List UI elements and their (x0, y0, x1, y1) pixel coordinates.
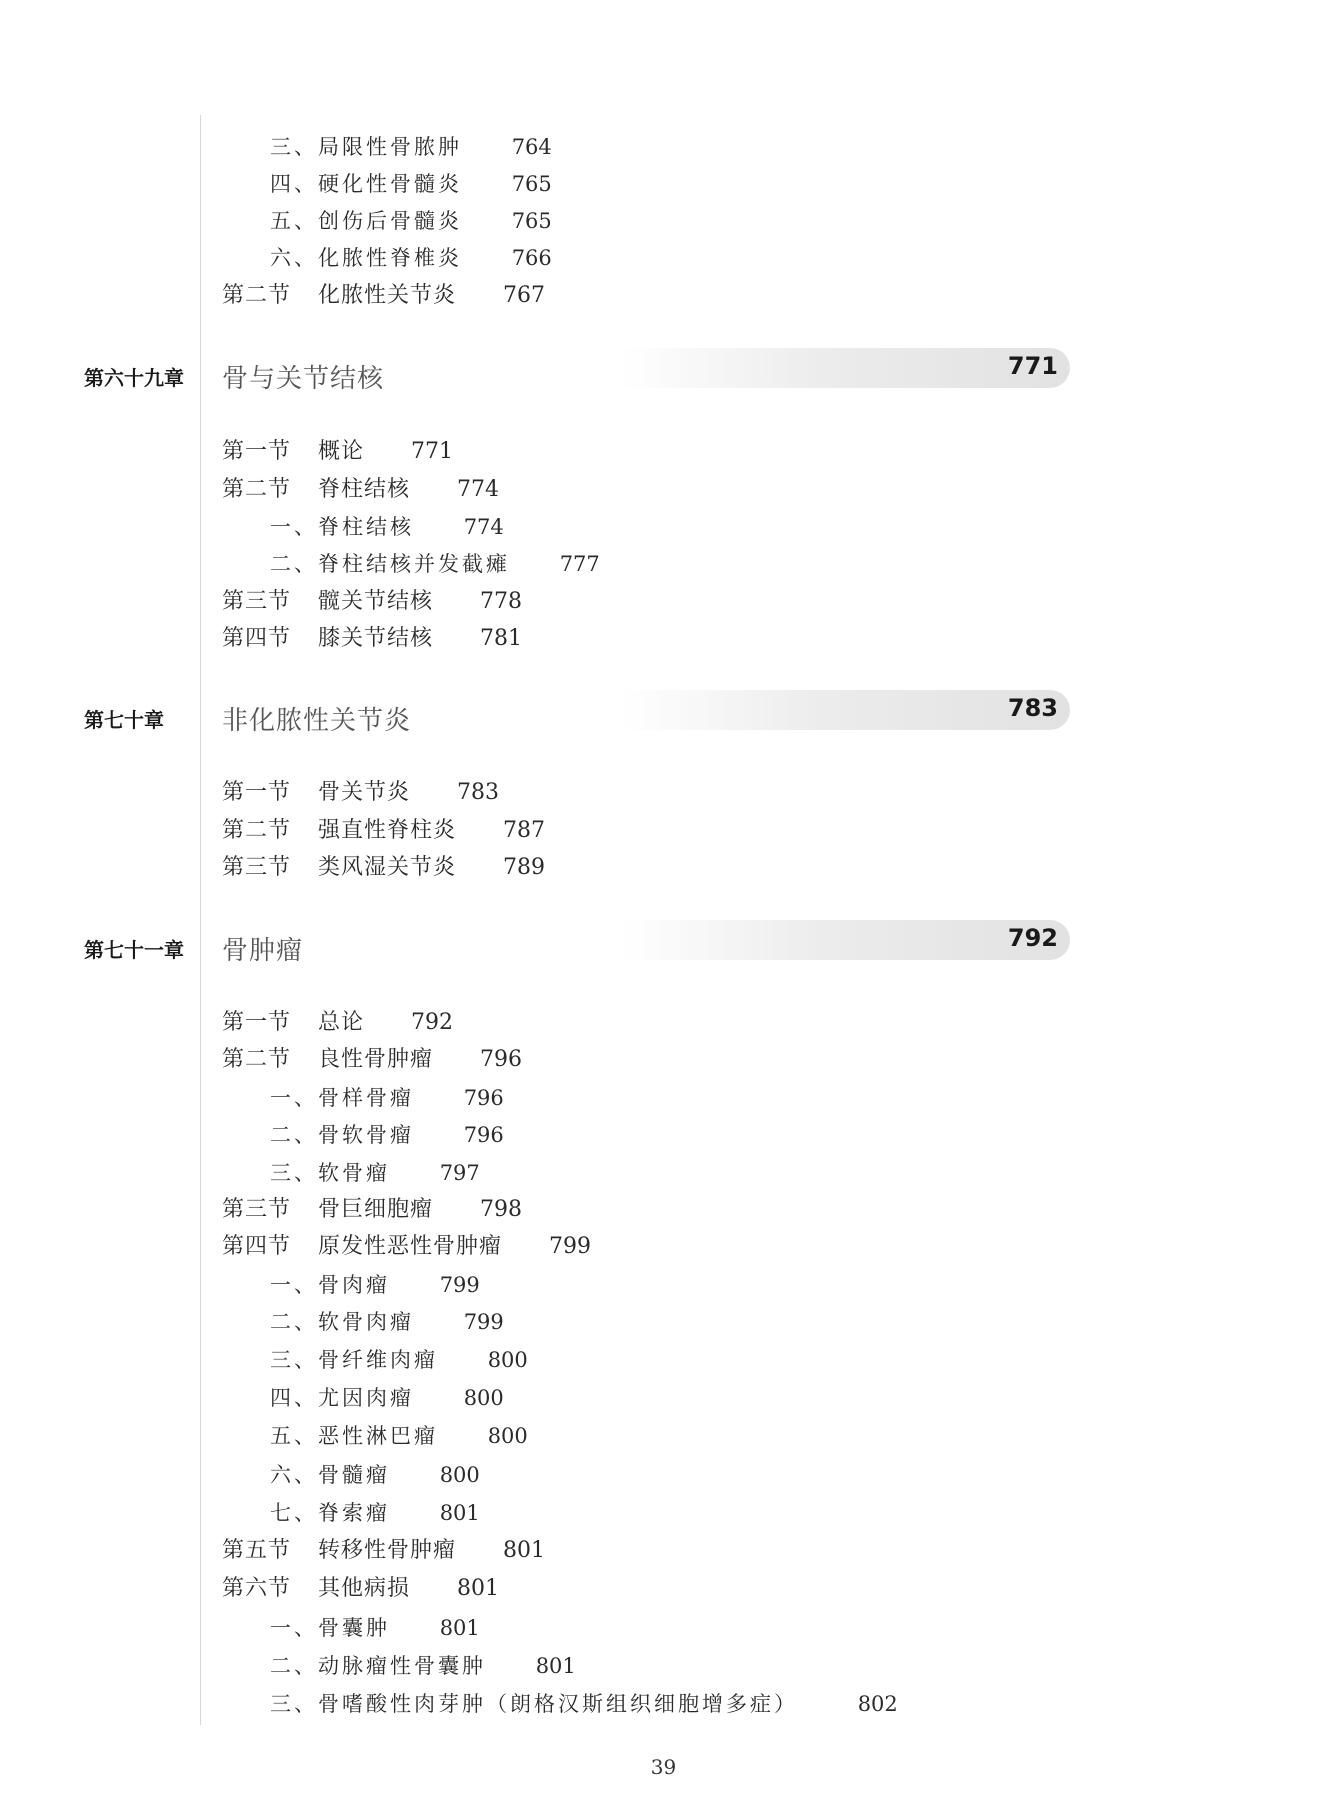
section-page: 792 (411, 1010, 454, 1035)
subentry-title: 三、软骨瘤 (270, 1161, 390, 1185)
chapter-page-bar (620, 920, 1070, 960)
chapter-title: 非化脓性关节炎 (222, 706, 412, 736)
chapter-header[interactable] (0, 690, 1327, 750)
toc-subentry[interactable] (270, 1270, 480, 1300)
toc-subentry[interactable] (270, 1120, 504, 1150)
toc-section[interactable] (222, 816, 545, 846)
section-page: 789 (503, 855, 546, 880)
toc-subentry[interactable] (270, 1083, 504, 1113)
subentry-page: 796 (463, 1123, 504, 1147)
subentry-page: 796 (463, 1086, 504, 1110)
subentry-title: 六、骨髓瘤 (270, 1463, 390, 1487)
chapter-number: 第六十九章 (84, 366, 184, 390)
toc-subentry[interactable] (270, 1460, 480, 1490)
subentry-title: 三、局限性骨脓肿 (270, 135, 462, 159)
toc-subentry[interactable] (270, 1307, 504, 1337)
section-page: 801 (457, 1576, 500, 1601)
section-label: 第二节 (222, 283, 292, 308)
section-label: 第二节 (222, 818, 292, 843)
section-title: 强直性脊柱炎 (318, 818, 457, 843)
section-page: 781 (480, 626, 523, 651)
section-title: 总论 (318, 1010, 365, 1035)
section-label: 第一节 (222, 439, 292, 464)
subentry-title: 四、尤因肉瘤 (270, 1386, 414, 1410)
chapter-page: 771 (1007, 352, 1058, 380)
toc-section[interactable] (222, 853, 545, 883)
section-page: 799 (549, 1234, 592, 1259)
section-page: 783 (457, 780, 500, 805)
subentry-title: 四、硬化性骨髓炎 (270, 172, 462, 196)
section-title: 其他病损 (318, 1576, 411, 1601)
section-label: 第三节 (222, 855, 292, 880)
toc-subentry[interactable] (270, 206, 552, 236)
section-label: 第二节 (222, 477, 292, 502)
toc-subentry[interactable] (270, 512, 504, 542)
subentry-page: 774 (463, 515, 504, 539)
subentry-title: 三、骨嗜酸性肉芽肿（朗格汉斯组织细胞增多症） (270, 1692, 798, 1716)
toc-section[interactable] (222, 1232, 591, 1262)
section-page: 801 (503, 1538, 546, 1563)
subentry-title: 二、骨软骨瘤 (270, 1123, 414, 1147)
subentry-page: 764 (511, 135, 552, 159)
toc-section[interactable] (222, 624, 522, 654)
chapter-page: 792 (1007, 924, 1058, 952)
subentry-page: 801 (439, 1501, 480, 1525)
toc-section[interactable] (222, 1045, 522, 1075)
toc-subentry[interactable] (270, 1498, 480, 1528)
subentry-page: 777 (559, 552, 600, 576)
section-title: 良性骨肿瘤 (318, 1047, 434, 1072)
subentry-page: 765 (511, 172, 552, 196)
chapter-title: 骨与关节结核 (222, 364, 385, 394)
toc-section[interactable] (222, 1574, 499, 1604)
section-title: 转移性骨肿瘤 (318, 1538, 457, 1563)
section-title: 骨巨细胞瘤 (318, 1197, 434, 1222)
subentry-title: 一、骨囊肿 (270, 1616, 390, 1640)
section-page: 767 (503, 283, 546, 308)
toc-subentry[interactable] (270, 169, 552, 199)
section-title: 类风湿关节炎 (318, 855, 457, 880)
section-label: 第四节 (222, 1234, 292, 1259)
subentry-page: 800 (487, 1348, 528, 1372)
subentry-page: 766 (511, 246, 552, 270)
section-title: 概论 (318, 439, 365, 464)
toc-subentry[interactable] (270, 1689, 898, 1719)
section-label: 第一节 (222, 1010, 292, 1035)
chapter-number: 第七十一章 (84, 938, 184, 962)
section-label: 第五节 (222, 1538, 292, 1563)
section-label: 第一节 (222, 780, 292, 805)
section-page: 787 (503, 818, 546, 843)
section-page: 771 (411, 439, 454, 464)
toc-subentry[interactable] (270, 1613, 480, 1643)
toc-section[interactable] (222, 1195, 522, 1225)
chapter-page-bar (620, 690, 1070, 730)
subentry-page: 800 (439, 1463, 480, 1487)
section-label: 第三节 (222, 589, 292, 614)
toc-subentry[interactable] (270, 1421, 528, 1451)
section-label: 第四节 (222, 626, 292, 651)
subentry-title: 二、动脉瘤性骨囊肿 (270, 1654, 486, 1678)
subentry-title: 一、骨肉瘤 (270, 1273, 390, 1297)
section-label: 第六节 (222, 1576, 292, 1601)
toc-section[interactable] (222, 587, 522, 617)
toc-section[interactable] (222, 281, 545, 311)
subentry-title: 六、化脓性脊椎炎 (270, 246, 462, 270)
subentry-title: 五、恶性淋巴瘤 (270, 1424, 438, 1448)
subentry-title: 二、脊柱结核并发截瘫 (270, 552, 510, 576)
subentry-page: 765 (511, 209, 552, 233)
subentry-page: 801 (439, 1616, 480, 1640)
section-title: 膝关节结核 (318, 626, 434, 651)
subentry-title: 一、骨样骨瘤 (270, 1086, 414, 1110)
subentry-title: 七、脊索瘤 (270, 1501, 390, 1525)
toc-subentry[interactable] (270, 549, 600, 579)
toc-section[interactable] (222, 475, 499, 505)
subentry-title: 二、软骨肉瘤 (270, 1310, 414, 1334)
section-label: 第三节 (222, 1197, 292, 1222)
chapter-number: 第七十章 (84, 708, 164, 732)
chapter-header[interactable] (0, 348, 1327, 408)
subentry-page: 799 (463, 1310, 504, 1334)
toc-subentry[interactable] (270, 1383, 504, 1413)
toc-subentry[interactable] (270, 243, 552, 273)
chapter-page: 783 (1007, 694, 1058, 722)
toc-section[interactable] (222, 1008, 453, 1038)
toc-section[interactable] (222, 437, 453, 467)
toc-section[interactable] (222, 1536, 545, 1566)
section-title: 脊柱结核 (318, 477, 411, 502)
toc-subentry[interactable] (270, 1651, 576, 1681)
subentry-title: 五、创伤后骨髓炎 (270, 209, 462, 233)
section-title: 骨关节炎 (318, 780, 411, 805)
subentry-page: 802 (857, 1692, 898, 1716)
section-page: 778 (480, 589, 523, 614)
chapter-title: 骨肿瘤 (222, 936, 304, 966)
section-title: 原发性恶性骨肿瘤 (318, 1234, 503, 1259)
section-page: 774 (457, 477, 500, 502)
page-number: 39 (650, 1755, 677, 1779)
section-title: 化脓性关节炎 (318, 283, 457, 308)
subentry-page: 799 (439, 1273, 480, 1297)
toc-subentry[interactable] (270, 132, 552, 162)
section-label: 第二节 (222, 1047, 292, 1072)
section-page: 796 (480, 1047, 523, 1072)
subentry-title: 一、脊柱结核 (270, 515, 414, 539)
section-title: 髋关节结核 (318, 589, 434, 614)
toc-subentry[interactable] (270, 1345, 528, 1375)
toc-section[interactable] (222, 778, 499, 808)
subentry-page: 800 (463, 1386, 504, 1410)
chapter-page-bar (620, 348, 1070, 388)
section-page: 798 (480, 1197, 523, 1222)
subentry-page: 800 (487, 1424, 528, 1448)
toc-subentry[interactable] (270, 1158, 480, 1188)
subentry-page: 797 (439, 1161, 480, 1185)
subentry-page: 801 (535, 1654, 576, 1678)
chapter-header[interactable] (0, 920, 1327, 980)
subentry-title: 三、骨纤维肉瘤 (270, 1348, 438, 1372)
